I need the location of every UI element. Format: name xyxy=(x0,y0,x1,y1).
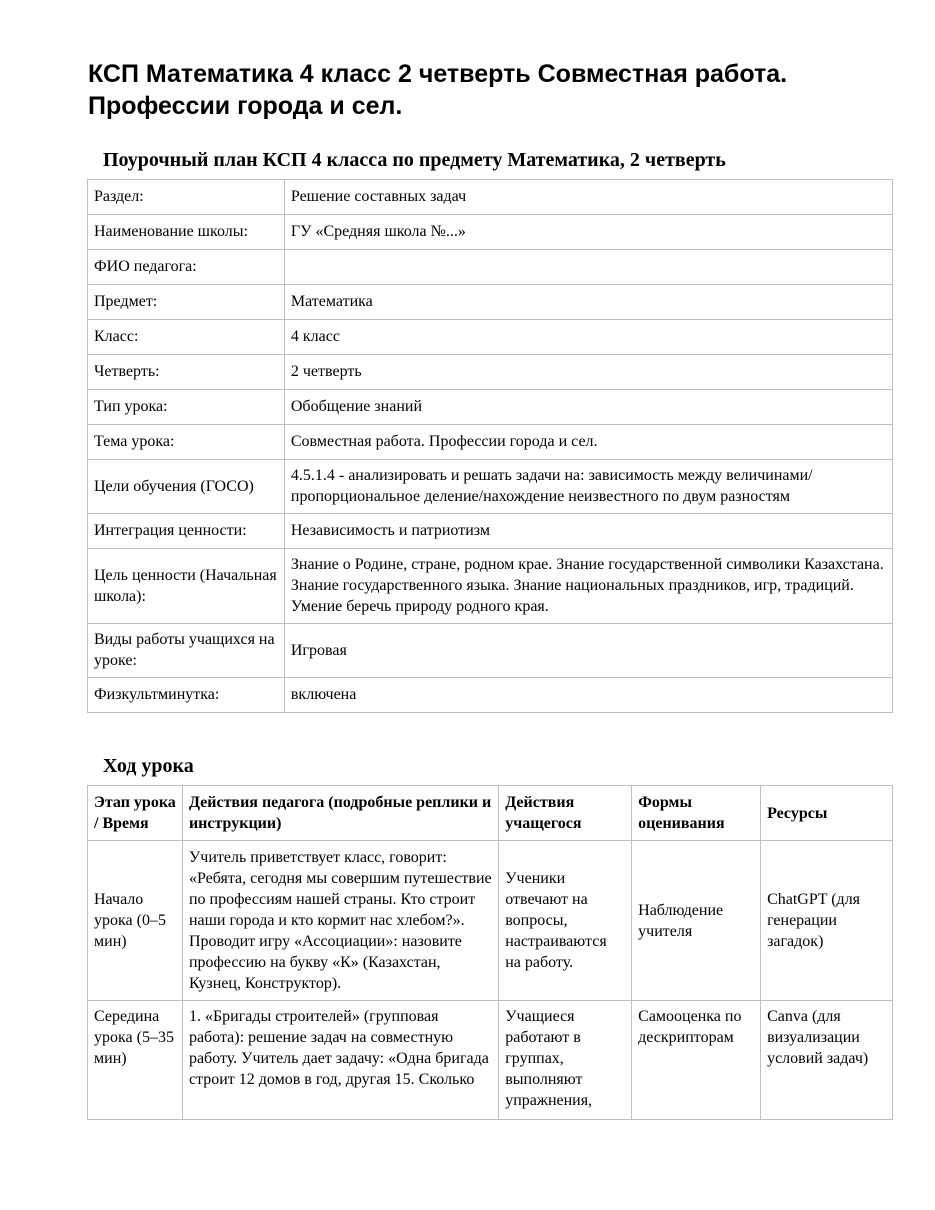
info-row-lesson-topic xyxy=(88,425,893,460)
info-row-section xyxy=(88,180,893,215)
info-label: Наименование школы: xyxy=(88,215,285,250)
info-label: Предмет: xyxy=(88,285,285,320)
info-value: ГУ «Средняя школа №...» xyxy=(284,215,892,250)
info-row-learning-goals xyxy=(88,460,893,514)
info-row-value-goal xyxy=(88,549,893,624)
info-row-school xyxy=(88,215,893,250)
info-row-value-integration xyxy=(88,514,893,549)
info-label: Цель ценности (Начальная школа): xyxy=(88,549,285,624)
info-row-quarter xyxy=(88,355,893,390)
info-label: Раздел: xyxy=(88,180,285,215)
info-label: Виды работы учащихся на уроке: xyxy=(88,624,285,678)
info-row-lesson-type xyxy=(88,390,893,425)
info-value: 4.5.1.4 - анализировать и решать задачи на: зависимость между величинами/ пропорциональное деление/нахождение неизвестного по двум разностям xyxy=(284,460,892,514)
info-value: Знание о Родине, стране, родном крае. Знание государственной символики Казахстана. Знание государственного языка. Знание национальных праздников, игр, традиций. Умение беречь природу родного края. xyxy=(284,549,892,624)
document-title xyxy=(88,58,898,122)
info-label: ФИО педагога: xyxy=(88,250,285,285)
info-label: Физкультминутка: xyxy=(88,678,285,713)
table-header-row xyxy=(88,786,893,841)
info-label: Четверть: xyxy=(88,355,285,390)
cell-resources: Canva (для визуализации условий задач) xyxy=(761,1001,893,1120)
cell-teacher-actions: 1. «Бригады строителей» (групповая работа): решение задач на совместную работу. Учитель дает задачу: «Одна бригада строит 12 домов в год, другая 15. Сколько xyxy=(182,1001,498,1120)
info-row-grade xyxy=(88,320,893,355)
cell-assessment: Самооценка по дескрипторам xyxy=(632,1001,761,1120)
cell-stage: Середина урока (5–35 мин) xyxy=(88,1001,183,1120)
column-header-assessment: Формы оценивания xyxy=(632,786,761,841)
info-label: Класс: xyxy=(88,320,285,355)
info-row-teacher-name xyxy=(88,250,893,285)
document-title-line-2: Профессии города и сел. xyxy=(88,92,403,120)
lesson-info-table xyxy=(87,179,893,713)
lesson-course-table xyxy=(87,785,893,1120)
info-label: Интеграция ценности: xyxy=(88,514,285,549)
plan-heading: Поурочный план КСП 4 класса по предмету Математика, 2 четверть xyxy=(103,149,726,171)
info-value: Обобщение знаний xyxy=(284,390,892,425)
info-row-work-types xyxy=(88,624,893,678)
info-value: Решение составных задач xyxy=(284,180,892,215)
cell-stage: Начало урока (0–5 мин) xyxy=(88,841,183,1001)
info-label: Тип урока: xyxy=(88,390,285,425)
lesson-course-heading: Ход урока xyxy=(103,755,194,777)
info-value: Совместная работа. Профессии города и сел. xyxy=(284,425,892,460)
column-header-teacher-actions: Действия педагога (подробные реплики и инструкции) xyxy=(182,786,498,841)
info-label: Цели обучения (ГОСО) xyxy=(88,460,285,514)
info-value xyxy=(284,250,892,285)
cell-assessment: Наблюдение учителя xyxy=(632,841,761,1001)
info-value: Математика xyxy=(284,285,892,320)
info-value: Игровая xyxy=(284,624,892,678)
info-value: 2 четверть xyxy=(284,355,892,390)
info-value: Независимость и патриотизм xyxy=(284,514,892,549)
table-row xyxy=(88,1001,893,1120)
table-row xyxy=(88,841,893,1001)
cell-resources: ChatGPT (для генерации загадок) xyxy=(761,841,893,1001)
info-row-subject xyxy=(88,285,893,320)
cell-student-actions: Учащиеся работают в группах, выполняют упражнения, xyxy=(499,1001,632,1120)
column-header-stage: Этап урока / Время xyxy=(88,786,183,841)
column-header-student-actions: Действия учащегося xyxy=(499,786,632,841)
document-title-line-1: КСП Математика 4 класс 2 четверть Совместная работа. xyxy=(88,60,788,88)
info-value: включена xyxy=(284,678,892,713)
info-value: 4 класс xyxy=(284,320,892,355)
info-row-physical-break xyxy=(88,678,893,713)
cell-teacher-actions: Учитель приветствует класс, говорит: «Ребята, сегодня мы совершим путешествие по профессиям нашей страны. Кто строит наши города и кто кормит нас хлебом?». Проводит игру «Ассоциации»: назовите профессию на букву «К» (Казахстан, Кузнец, Конструктор). xyxy=(182,841,498,1001)
cell-student-actions: Ученики отвечают на вопросы, настраиваются на работу. xyxy=(499,841,632,1001)
column-header-resources: Ресурсы xyxy=(761,786,893,841)
info-label: Тема урока: xyxy=(88,425,285,460)
